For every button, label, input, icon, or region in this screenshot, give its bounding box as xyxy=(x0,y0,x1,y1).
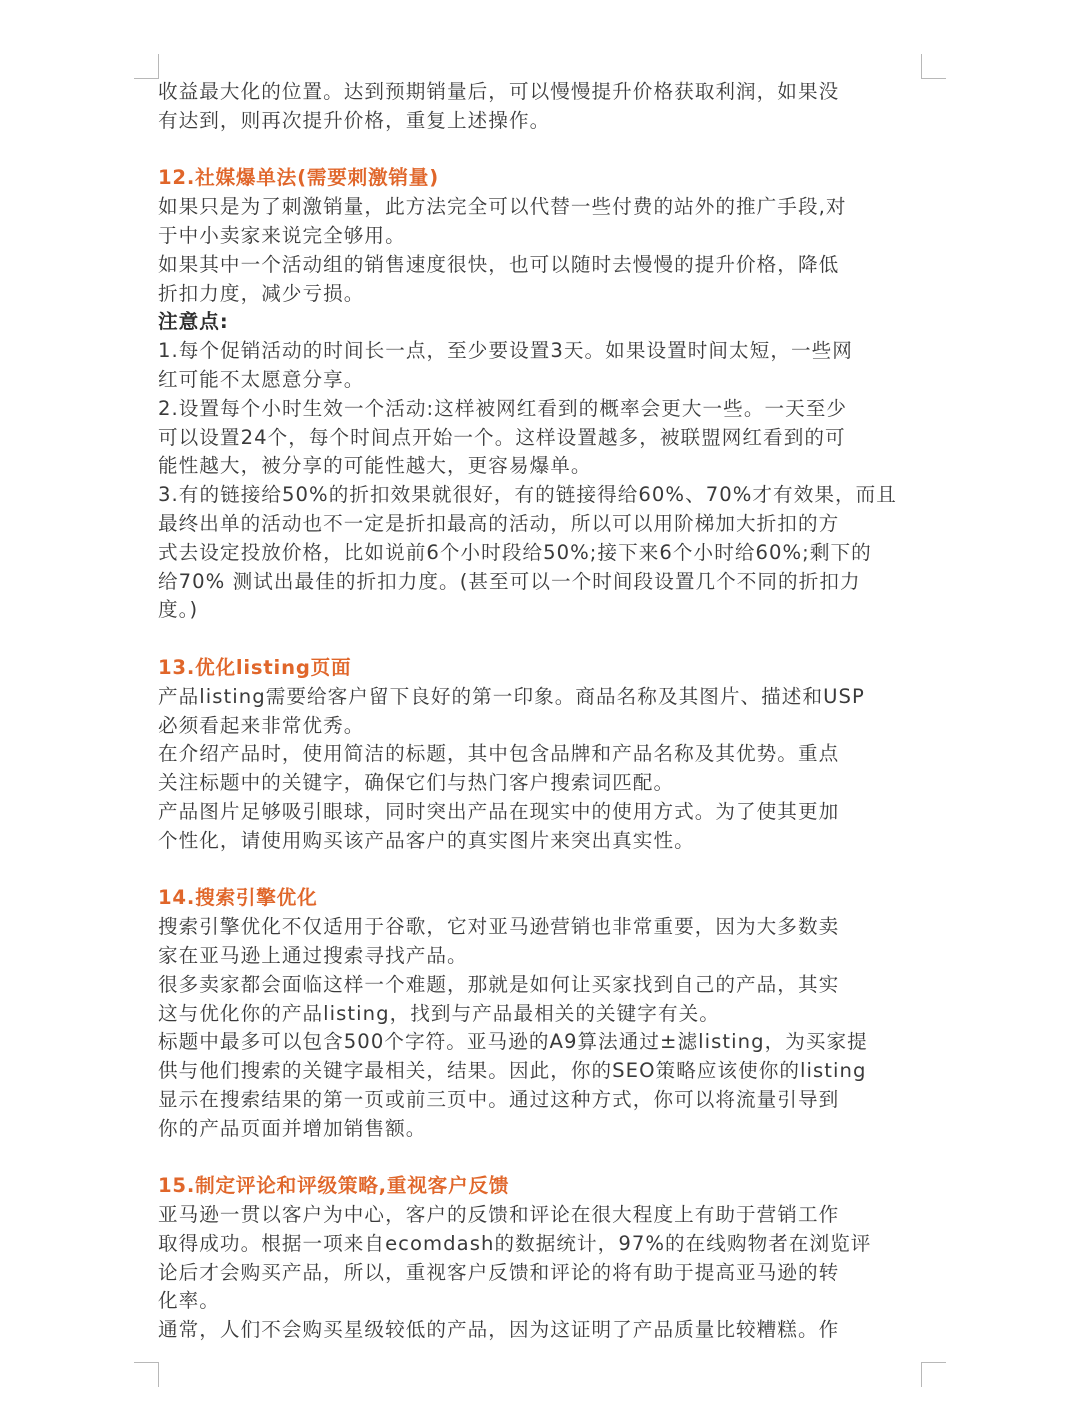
text-line: 通常，人们不会购买星级较低的产品，因为这证明了产品质量比较糟糕。作 xyxy=(158,1318,840,1342)
section-14 xyxy=(158,884,920,1143)
text-line: 产品图片足够吸引眼球，同时突出产品在现实中的使用方式。为了使其更加 xyxy=(158,799,840,823)
text-line: 于中小卖家来说完全够用。 xyxy=(158,223,406,247)
text-line: 这与优化你的产品listing，找到与产品最相关的关键字有关。 xyxy=(158,1001,720,1025)
crop-mark-top-right xyxy=(921,54,946,79)
text-line: 取得成功。根据一项来自ecomdash的数据统计，97%的在线购物者在浏览评 xyxy=(158,1231,872,1255)
section-heading: 14.搜索引擎优化 xyxy=(158,886,318,910)
text-line: 最终出单的活动也不一定是折扣最高的活动，所以可以用阶梯加大折扣的方 xyxy=(158,511,840,535)
section-12 xyxy=(158,164,920,625)
text-line: 可以设置24个，每个时间点开始一个。这样设置越多，被联盟网红看到的可 xyxy=(158,425,846,449)
intro-paragraph xyxy=(158,78,920,136)
text-line: 显示在搜索结果的第一页或前三页中。通过这种方式，你可以将流量引导到 xyxy=(158,1087,840,1111)
crop-mark-top-left xyxy=(134,54,159,79)
text-line: 家在亚马逊上通过搜索寻找产品。 xyxy=(158,943,468,967)
text-line: 标题中最多可以包含500个字符。亚马逊的A9算法通过±滤listing，为买家提 xyxy=(158,1030,868,1054)
document-page xyxy=(158,78,920,1345)
text-line: 搜索引擎优化不仅适用于谷歌，它对亚马逊营销也非常重要，因为大多数卖 xyxy=(158,915,840,939)
spacer xyxy=(158,1143,920,1172)
section-13 xyxy=(158,654,920,856)
text-line: 很多卖家都会面临这样一个难题，那就是如何让买家找到自己的产品，其实 xyxy=(158,972,840,996)
spacer xyxy=(158,856,920,885)
notes-label: 注意点: xyxy=(158,310,229,334)
text-line: 式去设定投放价格，比如说前6个小时段给50%;接下来6个小时给60%;剩下的 xyxy=(158,540,872,564)
section-heading: 13.优化listing页面 xyxy=(158,655,352,679)
text-line: 供与他们搜索的关键字最相关，结果。因此，你的SEO策略应该使你的listing xyxy=(158,1059,867,1083)
text-line: 1.每个促销活动的时间长一点，至少要设置3天。如果设置时间太短，一些网 xyxy=(158,339,853,363)
section-heading: 15.制定评论和评级策略,重视客户反馈 xyxy=(158,1174,510,1198)
text-line: 产品listing需要给客户留下良好的第一印象。商品名称及其图片、描述和USP xyxy=(158,684,865,708)
text-line: 必须看起来非常优秀。 xyxy=(158,713,365,737)
text-line: 关注标题中的关键字，确保它们与热门客户搜索词匹配。 xyxy=(158,771,675,795)
section-15 xyxy=(158,1172,920,1345)
text-line: 给70% 测试出最佳的折扣力度。(甚至可以一个时间段设置几个不同的折扣力 xyxy=(158,569,861,593)
text-line: 如果只是为了刺激销量，此方法完全可以代替一些付费的站外的推广手段,对 xyxy=(158,195,847,219)
text-line: 你的产品页面并增加销售额。 xyxy=(158,1116,427,1140)
text-line: 个性化，请使用购买该产品客户的真实图片来突出真实性。 xyxy=(158,828,695,852)
text-line: 亚马逊一贯以客户为中心，客户的反馈和评论在很大程度上有助于营销工作 xyxy=(158,1203,840,1227)
text-line: 化率。 xyxy=(158,1289,220,1313)
text-line: 能性越大，被分享的可能性越大，更容易爆单。 xyxy=(158,454,592,478)
spacer xyxy=(158,136,920,165)
text-line: 度。) xyxy=(158,598,199,622)
text-line: 折扣力度，减少亏损。 xyxy=(158,281,365,305)
text-line: 论后才会购买产品，所以，重视客户反馈和评论的将有助于提高亚马逊的转 xyxy=(158,1260,840,1284)
text-line: 收益最大化的位置。达到预期销量后，可以慢慢提升价格获取利润，如果没 xyxy=(158,80,840,103)
text-line: 红可能不太愿意分享。 xyxy=(158,367,365,391)
crop-mark-bottom-right xyxy=(921,1362,946,1387)
text-line: 3.有的链接给50%的折扣效果就很好，有的链接得给60%、70%才有效果，而且 xyxy=(158,483,897,507)
section-heading: 12.社媒爆单法(需要刺激销量) xyxy=(158,166,439,190)
crop-mark-bottom-left xyxy=(134,1362,159,1387)
text-line: 如果其中一个活动组的销售速度很快，也可以随时去慢慢的提升价格，降低 xyxy=(158,252,840,276)
text-line: 2.设置每个小时生效一个活动:这样被网红看到的概率会更大一些。一天至少 xyxy=(158,396,848,420)
spacer xyxy=(158,625,920,654)
text-line: 有达到，则再次提升价格，重复上述操作。 xyxy=(158,108,551,132)
text-line: 在介绍产品时，使用简洁的标题，其中包含品牌和产品名称及其优势。重点 xyxy=(158,742,840,766)
